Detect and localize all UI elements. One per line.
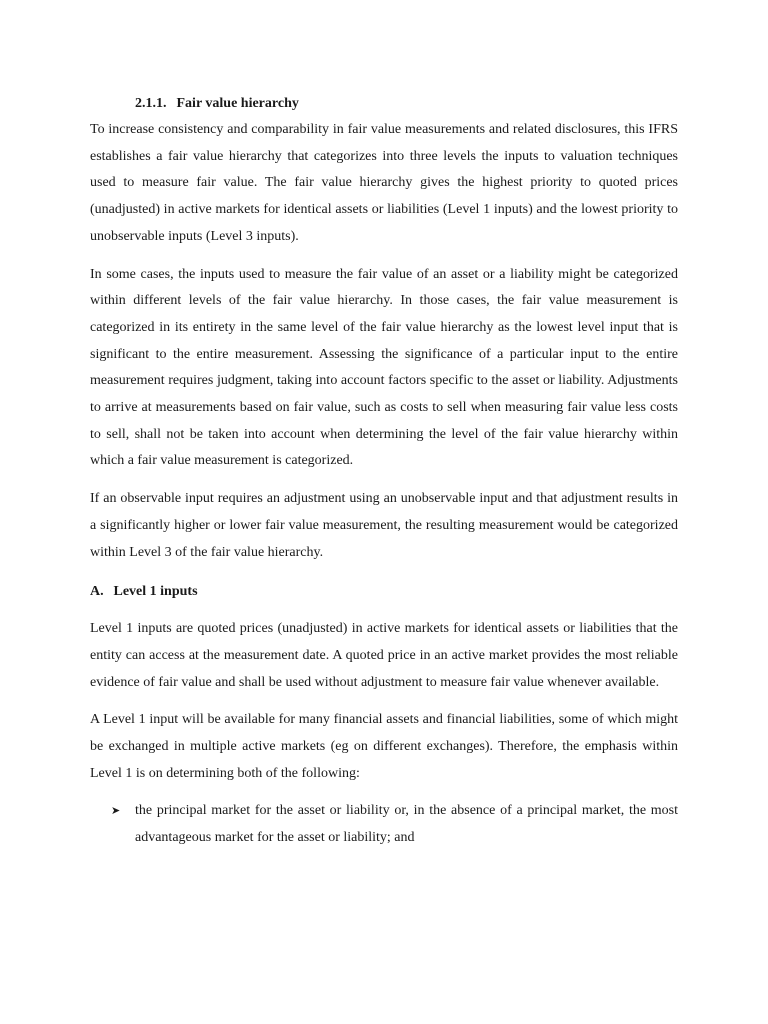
arrowhead-bullet-icon: ➤ [111, 804, 121, 818]
level1-paragraph-2: A Level 1 input will be available for many financial assets and financial liabilities, some of which might be exchanged in multiple active markets (eg on different exchanges). Therefore, the emphasis within Level 1 is on determining both of the following: [90, 712, 678, 781]
bullet-text: the principal market for the asset or liability or, in the absence of a principal market, the most advantageous market for the asset or liability; and [135, 803, 678, 846]
section-title: Fair value hierarchy [176, 96, 299, 111]
subsection-title: Level 1 inputs [113, 584, 198, 600]
section-heading [90, 90, 678, 117]
paragraph-2: In some cases, the inputs used to measure the fair value of an asset or a liability might be categorized within different levels of the fair value hierarchy. In those cases, the fair value measurement is categorized in its entirety in the same level of the fair value hierarchy as the lowest level input that is significant to the entire measurement. Assessing the significance of a particular input to the entire measurement requires judgment, taking into account factors specific to the asset or liability. Adjustments to arrive at measurements based on fair value, such as costs to sell when measuring fair value less costs to sell, shall not be taken into account when determining the level of the fair value hierarchy within which a fair value measurement is categorized. [90, 266, 678, 469]
section-number: 2.1.1. [135, 96, 167, 111]
list-item [90, 798, 678, 851]
bullet-list [90, 798, 678, 851]
level1-paragraph-1: Level 1 inputs are quoted prices (unadjusted) in active markets for identical assets or liabilities that the entity can access at the measurement date. A quoted price in an active market provides the most reliable evidence of fair value and shall be used without adjustment to measure fair value whenever available. [90, 621, 678, 690]
paragraph-1: To increase consistency and comparability in fair value measurements and related disclosures, this IFRS establishes a fair value hierarchy that categorizes into three levels the inputs to valuation techniques used to measure fair value. The fair value hierarchy gives the highest priority to quoted prices (unadjusted) in active markets for identical assets or liabilities (Level 1 inputs) and the lowest priority to unobservable inputs (Level 3 inputs). [90, 122, 678, 244]
subsection-letter: A. [90, 584, 104, 600]
paragraph-3: If an observable input requires an adjustment using an unobservable input and that adjustment results in a significantly higher or lower fair value measurement, the resulting measurement would be categorized within Level 3 of the fair value hierarchy. [90, 491, 678, 560]
document-page [90, 90, 678, 852]
subsection-heading-level-1 [90, 579, 678, 605]
